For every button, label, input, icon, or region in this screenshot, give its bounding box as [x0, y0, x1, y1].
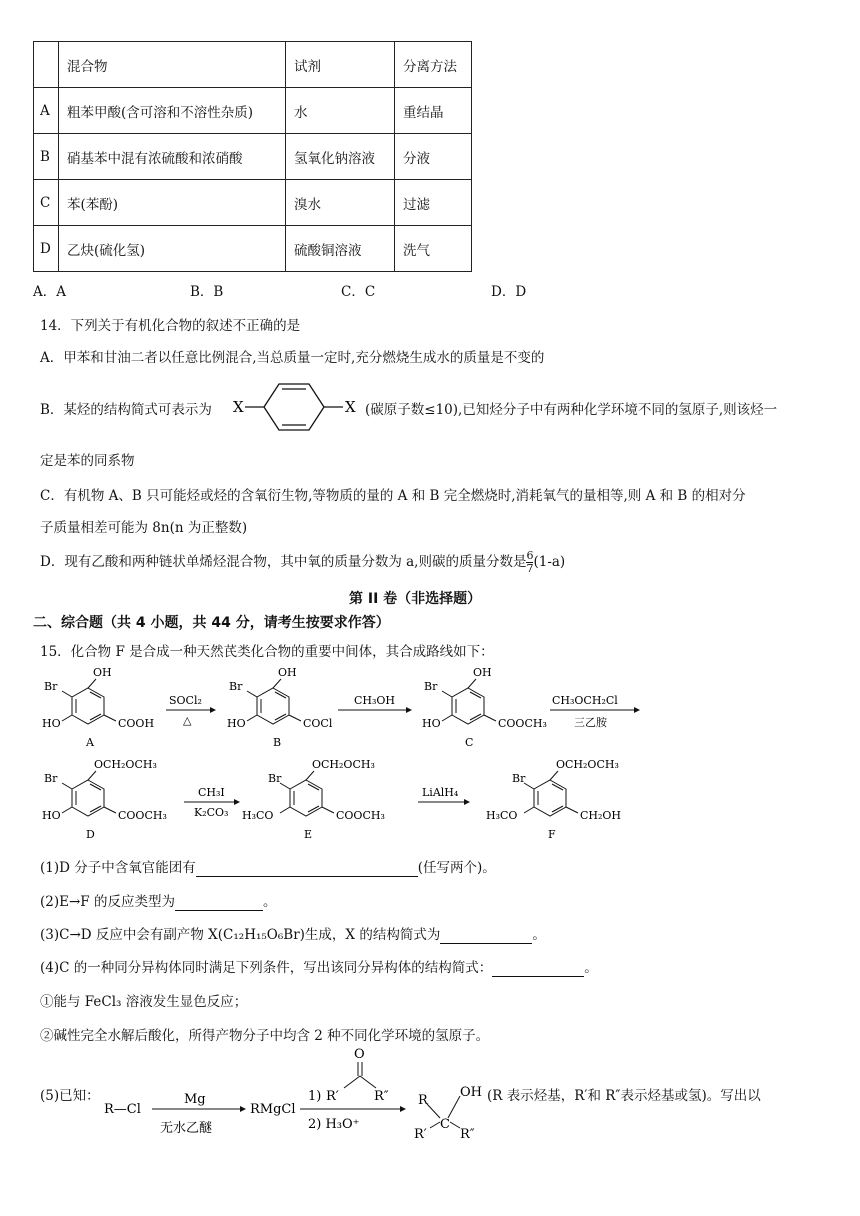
q14-option-b-post: (碳原子数≤10),已知烃分子中有两种化学环境不同的氢原子,则该烃一 [365, 402, 778, 418]
reagent-k2co3: K₂CO₃ [194, 806, 229, 819]
svg-text:R′: R′ [326, 1089, 339, 1104]
q15-part-5-pre: (5)已知： [40, 1088, 100, 1104]
table-cell: D [34, 226, 59, 272]
table-cell: 混合物 [59, 42, 286, 88]
svg-text:Br: Br [512, 772, 526, 785]
table-cell: 水 [286, 88, 395, 134]
table-header-row [34, 42, 472, 88]
table-cell: 重结晶 [395, 88, 472, 134]
q14-option-b-line2: 定是苯的同系物 [40, 453, 135, 469]
table-cell: 过滤 [395, 180, 472, 226]
svg-text:CH₂OH: CH₂OH [580, 809, 622, 822]
q14-option-c-line2: 子质量相差可能为 8n(n 为正整数) [40, 520, 248, 536]
svg-text:无水乙醚: 无水乙醚 [160, 1121, 213, 1136]
svg-text:OH: OH [278, 666, 297, 679]
table-row [34, 88, 472, 134]
q14-stem: 14．下列关于有机化合物的叙述不正确的是 [40, 318, 301, 334]
fraction-six-sevenths: $\frac{6}{7}$ [526, 549, 534, 575]
q14-option-d[interactable] [40, 550, 565, 575]
q13-option-b[interactable]: B．B [190, 284, 224, 300]
svg-text:Br: Br [424, 680, 438, 693]
svg-text:Br: Br [44, 680, 58, 693]
table-cell: 粗苯甲酸(含可溶和不溶性杂质) [59, 88, 286, 134]
label-f: F [548, 828, 556, 841]
answer-blank-4[interactable] [492, 960, 584, 977]
q14-option-b-pre[interactable]: B．某烃的结构简式可表示为 [40, 402, 212, 418]
q15-part-5-post: (R 表示烃基，R′和 R″表示烃基或氢)。写出以 [487, 1088, 761, 1104]
svg-text:Br: Br [268, 772, 282, 785]
compound-c [422, 666, 547, 749]
svg-text:RMgCl: RMgCl [250, 1102, 296, 1117]
table-cell: 溴水 [286, 180, 395, 226]
svg-text:C: C [440, 1117, 450, 1132]
svg-text:HO: HO [422, 717, 441, 730]
svg-text:R″: R″ [460, 1127, 475, 1142]
svg-text:Mg: Mg [184, 1092, 206, 1107]
svg-text:Br: Br [229, 680, 243, 693]
table-cell: 苯(苯酚) [59, 180, 286, 226]
compound-f [486, 758, 621, 841]
section-2-heading: 二、综合题（共 4 小题，共 44 分，请考生按要求作答） [33, 615, 390, 631]
reagent-ch3oh: CH₃OH [354, 694, 396, 707]
q14-option-d-post: (1-a) [533, 554, 566, 570]
answer-blank-2[interactable] [175, 894, 263, 911]
svg-text:1): 1) [308, 1089, 322, 1104]
label-b: B [273, 736, 282, 749]
table-cell: 分液 [395, 134, 472, 180]
substituent-x-right: X [345, 398, 356, 416]
compound-a [42, 666, 154, 749]
answer-blank-3[interactable] [440, 927, 532, 944]
label-c: C [465, 736, 474, 749]
reagent-lialh4: LiAlH₄ [422, 786, 459, 799]
svg-text:OCH₂OCH₃: OCH₂OCH₃ [556, 758, 619, 771]
q14-option-d-pre: D．现有乙酸和两种链状单烯烃混合物，其中氧的质量分数为 a,则碳的质量分数是 [40, 554, 527, 570]
svg-text:HO: HO [42, 717, 61, 730]
label-a: A [86, 736, 94, 749]
compound-e [242, 758, 385, 841]
svg-text:COOCH₃: COOCH₃ [118, 809, 167, 822]
reagent-ch3i: CH₃I [198, 786, 225, 799]
q13-option-d[interactable]: D．D [491, 284, 527, 300]
table-cell: 洗气 [395, 226, 472, 272]
reagent-triethylamine: 三乙胺 [574, 716, 607, 729]
svg-text:HO: HO [227, 717, 246, 730]
svg-text:R—Cl: R—Cl [104, 1102, 141, 1117]
q14-option-a[interactable]: A．甲苯和甘油二者以任意比例混合,当总质量一定时,充分燃烧生成水的质量是不变的 [40, 350, 545, 366]
svg-text:2) H₃O⁺: 2) H₃O⁺ [308, 1117, 360, 1132]
substituent-x-left: X [233, 398, 244, 416]
label-d: D [86, 828, 95, 841]
reagent-socl2: SOCl₂ [169, 694, 202, 707]
svg-text:R′: R′ [414, 1127, 427, 1142]
svg-text:OCH₂OCH₃: OCH₂OCH₃ [94, 758, 157, 771]
svg-text:R″: R″ [374, 1089, 389, 1104]
grignard-reaction-scheme [100, 1046, 488, 1142]
table-cell: C [34, 180, 59, 226]
section-2-title: 第 II 卷（非选择题） [349, 591, 482, 607]
svg-text:OH: OH [460, 1085, 482, 1100]
q13-option-c[interactable]: C．C [341, 284, 376, 300]
svg-text:O: O [354, 1047, 365, 1062]
label-e: E [304, 828, 313, 841]
svg-text:HO: HO [42, 809, 61, 822]
table-cell: B [34, 134, 59, 180]
compound-d [42, 758, 167, 841]
svg-text:OH: OH [473, 666, 492, 679]
para-disubstituted-benzene-structure [230, 378, 360, 434]
synthesis-route-scheme [38, 664, 648, 841]
svg-text:OCH₂OCH₃: OCH₂OCH₃ [312, 758, 375, 771]
svg-text:H₃CO: H₃CO [242, 809, 274, 822]
table-cell: A [34, 88, 59, 134]
q15-condition-2: ②碱性完全水解后酸化，所得产物分子中均含 2 种不同化学环境的氢原子。 [40, 1028, 490, 1044]
q15-part-3: (3)C→D 反应中会有副产物 X(C₁₂H₁₅O₆Br)生成，X 的结构简式为 。 [40, 927, 546, 943]
q15-part-1: (1)D 分子中含氧官能团有 (任写两个)。 [40, 860, 496, 876]
svg-text:COOCH₃: COOCH₃ [498, 717, 547, 730]
reagent-ch3och2cl: CH₃OCH₂Cl [552, 694, 618, 707]
q15-part-2: (2)E→F 的反应类型为 。 [40, 894, 277, 910]
table-row [34, 134, 472, 180]
q14-option-c-line1[interactable]: C．有机物 A、B 只可能烃或烃的含氧衍生物,等物质的量的 A 和 B 完全燃烧时,消耗氧气的量相等,则 A 和 B 的相对分 [40, 488, 746, 504]
q15-condition-1: ①能与 FeCl₃ 溶液发生显色反应； [40, 994, 248, 1010]
compound-b [227, 666, 333, 749]
table-cell: 硝基苯中混有浓硫酸和浓硝酸 [59, 134, 286, 180]
table-cell: 硫酸铜溶液 [286, 226, 395, 272]
q15-stem: 15．化合物 F 是合成一种天然芪类化合物的重要中间体，其合成路线如下： [40, 644, 494, 660]
q15-part-4: (4)C 的一种同分异构体同时满足下列条件，写出该同分异构体的结构简式： 。 [40, 960, 598, 976]
svg-text:Br: Br [44, 772, 58, 785]
table-cell: 分离方法 [395, 42, 472, 88]
table-cell: 乙炔(硫化氢) [59, 226, 286, 272]
svg-text:COOH: COOH [118, 717, 155, 730]
separation-table [33, 41, 472, 272]
svg-text:R: R [418, 1093, 428, 1108]
svg-text:OH: OH [93, 666, 112, 679]
q13-option-a[interactable]: A．A [33, 284, 66, 300]
answer-blank-1[interactable] [196, 860, 418, 877]
heat-symbol: △ [183, 714, 192, 727]
table-row [34, 226, 472, 272]
table-row [34, 180, 472, 226]
svg-text:H₃CO: H₃CO [486, 809, 518, 822]
svg-text:COOCH₃: COOCH₃ [336, 809, 385, 822]
svg-text:COCl: COCl [303, 717, 333, 730]
table-cell: 氢氧化钠溶液 [286, 134, 395, 180]
table-cell [34, 42, 59, 88]
table-cell: 试剂 [286, 42, 395, 88]
